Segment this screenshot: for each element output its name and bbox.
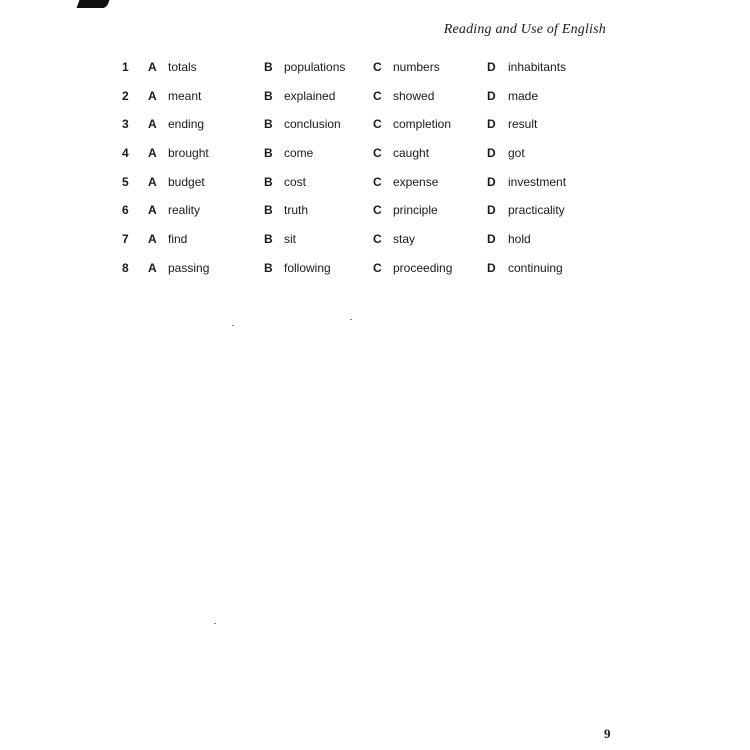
question-row <box>0 175 750 204</box>
question-number: 7 <box>122 232 129 247</box>
option-letter-d: D <box>487 174 496 189</box>
option-text-c: numbers <box>393 60 440 74</box>
option-letter-c: C <box>373 146 382 161</box>
option-text-c: caught <box>393 146 430 161</box>
option-text-b: explained <box>284 88 336 103</box>
option-letter-d: D <box>487 232 496 247</box>
option-letter-c: C <box>373 60 382 74</box>
option-text-b: cost <box>284 174 307 189</box>
option-letter-c: C <box>373 232 382 247</box>
option-letter-b: B <box>264 60 273 74</box>
option-letter-a: A <box>148 174 157 189</box>
question-number: 1 <box>122 60 129 74</box>
option-text-c: showed <box>393 88 435 103</box>
option-letter-b: B <box>264 260 273 275</box>
option-text-b: come <box>284 146 314 161</box>
option-letter-a: A <box>148 88 157 103</box>
option-text-a: passing <box>168 260 210 275</box>
answer-options-list <box>0 60 750 290</box>
option-text-d: continuing <box>508 260 563 275</box>
option-letter-a: A <box>148 60 157 74</box>
print-speck <box>214 623 216 624</box>
option-letter-a: A <box>148 146 157 161</box>
print-speck <box>232 325 234 326</box>
option-letter-d: D <box>487 60 496 74</box>
option-letter-c: C <box>373 203 382 218</box>
option-letter-b: B <box>264 117 273 132</box>
option-letter-d: D <box>487 117 496 132</box>
question-number: 6 <box>122 203 129 218</box>
option-text-a: meant <box>168 88 202 103</box>
question-row <box>0 60 750 89</box>
option-letter-c: C <box>373 260 382 275</box>
option-text-d: result <box>508 117 538 132</box>
question-row <box>0 146 750 175</box>
print-speck <box>350 319 352 320</box>
question-number: 8 <box>122 260 129 275</box>
option-text-b: sit <box>284 232 296 247</box>
option-text-a: brought <box>168 146 209 161</box>
option-letter-a: A <box>148 260 157 275</box>
option-letter-d: D <box>487 260 496 275</box>
option-text-a: totals <box>168 60 197 74</box>
option-letter-c: C <box>373 117 382 132</box>
option-letter-d: D <box>487 88 496 103</box>
option-text-c: principle <box>393 203 438 218</box>
option-letter-b: B <box>264 174 273 189</box>
option-text-d: inhabitants <box>508 60 567 74</box>
option-letter-a: A <box>148 117 157 132</box>
question-row <box>0 261 750 290</box>
option-letter-b: B <box>264 232 273 247</box>
option-letter-c: C <box>373 174 382 189</box>
option-text-c: completion <box>393 117 452 132</box>
option-letter-b: B <box>264 146 273 161</box>
option-text-a: ending <box>168 117 205 132</box>
option-text-d: investment <box>508 174 567 189</box>
option-text-d: made <box>508 88 539 103</box>
option-text-c: proceeding <box>393 260 453 275</box>
option-text-d: hold <box>508 232 531 247</box>
option-letter-d: D <box>487 203 496 218</box>
option-text-d: practicality <box>508 203 565 218</box>
option-letter-a: A <box>148 232 157 247</box>
question-number: 2 <box>122 88 129 103</box>
option-text-b: conclusion <box>284 117 341 132</box>
option-text-b: truth <box>284 203 309 218</box>
question-number: 4 <box>122 146 129 161</box>
question-number: 3 <box>122 117 129 132</box>
running-head: Reading and Use of English <box>443 22 606 37</box>
corner-ink-mark <box>77 0 110 8</box>
option-text-c: stay <box>393 232 416 247</box>
question-row <box>0 89 750 118</box>
option-text-b: populations <box>284 60 346 74</box>
question-number: 5 <box>122 174 129 189</box>
option-letter-d: D <box>487 146 496 161</box>
option-text-b: following <box>284 260 331 275</box>
option-letter-b: B <box>264 88 273 103</box>
option-text-d: got <box>508 146 525 161</box>
option-text-a: find <box>168 232 188 247</box>
page-number: 9 <box>604 726 611 741</box>
option-letter-c: C <box>373 88 382 103</box>
option-text-a: budget <box>168 174 205 189</box>
question-row <box>0 232 750 261</box>
option-text-c: expense <box>393 174 439 189</box>
option-letter-b: B <box>264 203 273 218</box>
option-letter-a: A <box>148 203 157 218</box>
question-row <box>0 117 750 146</box>
question-row <box>0 203 750 232</box>
option-text-a: reality <box>168 203 201 218</box>
